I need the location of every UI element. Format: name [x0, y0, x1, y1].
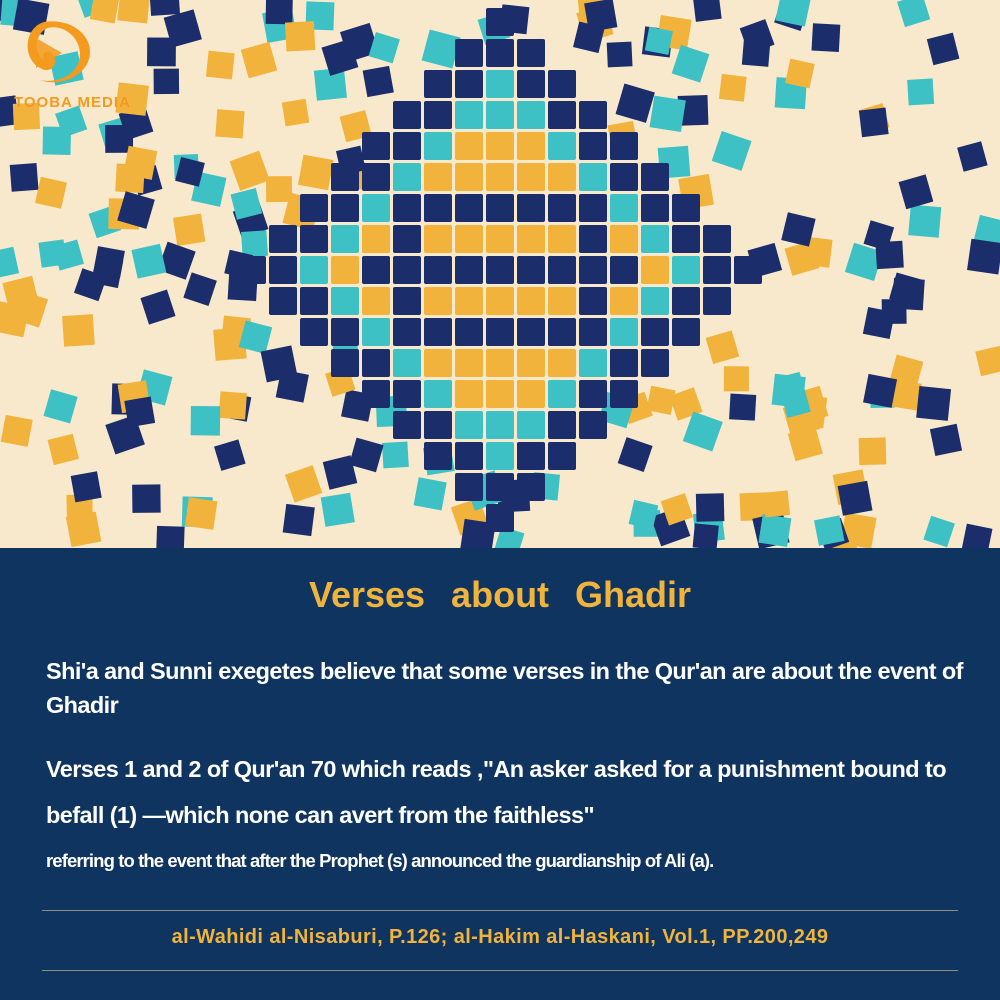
mosaic-tile [863, 374, 897, 408]
emblem-tile [517, 225, 545, 253]
page-title: Verses about Ghadir [308, 574, 692, 615]
mosaic-tile [282, 99, 310, 127]
emblem-tile [610, 163, 638, 191]
emblem-tile [486, 504, 514, 532]
emblem-tile [300, 287, 328, 315]
emblem-tile [424, 380, 452, 408]
mosaic-tile [154, 69, 180, 95]
emblem-tile [610, 194, 638, 222]
emblem-tile [393, 349, 421, 377]
emblem-tile [424, 442, 452, 470]
mosaic-tile [241, 42, 277, 78]
mosaic-tile [672, 45, 710, 83]
emblem-tile [517, 256, 545, 284]
mosaic-tile [266, 0, 293, 24]
emblem-tile [548, 442, 576, 470]
emblem-tile [393, 194, 421, 222]
emblem-tile [424, 132, 452, 160]
emblem-tile [331, 256, 359, 284]
mosaic-tile [219, 391, 247, 419]
mosaic-tile [285, 465, 322, 502]
paragraph-verses: Verses 1 and 2 of Qur'an 70 which reads ,"An asker asked for a punishment bound to befall (1) —which none can avert from the faithless" [46, 756, 946, 828]
mosaic-tile [742, 38, 771, 67]
mosaic-tile [696, 493, 725, 522]
mosaic-tile [43, 389, 77, 423]
mosaic-tile [132, 484, 161, 513]
emblem-tile [641, 318, 669, 346]
mosaic-tile [0, 247, 19, 279]
mosaic-tile [916, 386, 951, 421]
emblem-tile [672, 256, 700, 284]
mosaic-tile [173, 214, 205, 246]
emblem-tile [548, 256, 576, 284]
emblem-tile [703, 256, 731, 284]
mosaic-tile [131, 244, 166, 279]
brand-logo [14, 18, 144, 118]
emblem-tile [486, 349, 514, 377]
mosaic-tile [422, 29, 461, 68]
emblem-tile [424, 225, 452, 253]
emblem-tile [300, 318, 328, 346]
mosaic-tile [975, 346, 1000, 376]
emblem-tile [579, 132, 607, 160]
emblem-tile [393, 318, 421, 346]
emblem-tile [517, 163, 545, 191]
emblem-tile [362, 194, 390, 222]
emblem-tile [455, 194, 483, 222]
emblem-tile [424, 411, 452, 439]
emblem-tile [486, 473, 514, 501]
mosaic-tile [191, 406, 221, 436]
emblem-tile [424, 194, 452, 222]
emblem-tile [734, 256, 762, 284]
emblem-tile [362, 349, 390, 377]
text-panel [0, 548, 1000, 1000]
emblem-tile [548, 132, 576, 160]
mosaic-tile [907, 78, 934, 105]
emblem-tile [517, 70, 545, 98]
emblem-tile [517, 39, 545, 67]
emblem-tile [269, 287, 297, 315]
emblem-tile [641, 256, 669, 284]
emblem-tile [362, 287, 390, 315]
mosaic-tile [763, 490, 790, 517]
emblem-tile [455, 287, 483, 315]
emblem-tile [300, 194, 328, 222]
emblem-tile [455, 132, 483, 160]
mosaic-tile [859, 437, 887, 465]
emblem-tile [548, 101, 576, 129]
mosaic-tile [812, 23, 841, 52]
emblem-tile [579, 349, 607, 377]
emblem-tile [393, 101, 421, 129]
mosaic-tile [266, 176, 292, 202]
emblem-tile [517, 101, 545, 129]
mosaic-tile [618, 437, 653, 472]
emblem-tile [331, 163, 359, 191]
emblem-tile [610, 256, 638, 284]
emblem-tile [548, 225, 576, 253]
emblem-tile [486, 70, 514, 98]
emblem-tile [486, 256, 514, 284]
emblem-tile [424, 163, 452, 191]
mosaic-tile [71, 471, 102, 502]
emblem-tile [486, 39, 514, 67]
emblem-tile [486, 132, 514, 160]
emblem-tile [703, 287, 731, 315]
mosaic-tile [814, 515, 844, 545]
emblem-tile [362, 225, 390, 253]
emblem-tile [517, 194, 545, 222]
emblem-tile [486, 411, 514, 439]
mosaic-tile [967, 239, 1000, 275]
mosaic-tile [183, 272, 217, 306]
emblem-tile [331, 225, 359, 253]
mosaic-tile [607, 42, 633, 68]
emblem-tile [486, 225, 514, 253]
emblem-tile [486, 318, 514, 346]
emblem-tile [703, 225, 731, 253]
emblem-tile [238, 256, 266, 284]
emblem-tile [486, 8, 514, 36]
mosaic-tile [149, 0, 180, 16]
emblem-tile [579, 287, 607, 315]
mosaic-tile [363, 66, 394, 97]
emblem-tile [641, 225, 669, 253]
emblem-tile [455, 70, 483, 98]
mosaic-tile [215, 109, 244, 138]
mosaic-tile [706, 330, 740, 364]
tooba-swirl-logo-icon [14, 18, 94, 88]
mosaic-tile [892, 278, 925, 311]
mosaic-tile [899, 174, 934, 209]
mosaic-tile [66, 512, 102, 548]
emblem-tile [300, 256, 328, 284]
mosaic-tile [729, 393, 756, 420]
mosaic-tile [693, 0, 722, 22]
emblem-tile [517, 380, 545, 408]
emblem-tile [455, 318, 483, 346]
emblem-tile [455, 442, 483, 470]
mosaic-tile [10, 163, 39, 192]
emblem-tile [393, 411, 421, 439]
emblem-tile [641, 287, 669, 315]
mosaic-tile [785, 59, 815, 89]
mosaic-tile [62, 314, 95, 347]
mosaic-tile [349, 438, 384, 473]
emblem-tile [517, 473, 545, 501]
mosaic-tile [285, 21, 315, 51]
mosaic-tile [724, 366, 749, 391]
emblem-tile [486, 101, 514, 129]
emblem-tile [517, 132, 545, 160]
mosaic-tile [156, 526, 184, 548]
emblem-tile [455, 349, 483, 377]
emblem-tile [486, 194, 514, 222]
emblem-tile [424, 101, 452, 129]
emblem-tile [672, 287, 700, 315]
mosaic-tile [241, 230, 268, 257]
emblem-tile [300, 225, 328, 253]
emblem-tile [548, 380, 576, 408]
emblem-tile [393, 163, 421, 191]
emblem-tile [517, 442, 545, 470]
mosaic-tile [930, 424, 962, 456]
emblem-tile [672, 194, 700, 222]
emblem-tile [455, 380, 483, 408]
mosaic-tile [185, 497, 218, 530]
emblem-tile [579, 101, 607, 129]
emblem-tile [610, 287, 638, 315]
emblem-tile [548, 287, 576, 315]
emblem-tile [424, 70, 452, 98]
mosaic-tile [298, 155, 334, 191]
mosaic-tile [35, 177, 67, 209]
mosaic-tile [923, 516, 955, 548]
emblem-tile [424, 349, 452, 377]
emblem-tile [548, 318, 576, 346]
emblem-tile [455, 256, 483, 284]
mosaic-tile [230, 151, 270, 191]
mosaic-tile [283, 504, 315, 536]
emblem-tile [517, 349, 545, 377]
emblem-tile [362, 380, 390, 408]
mosaic-tile [124, 397, 155, 428]
emblem-tile [486, 442, 514, 470]
mosaic-tile [214, 439, 246, 471]
emblem-tile [548, 194, 576, 222]
emblem-tile [269, 256, 297, 284]
emblem-tile [455, 473, 483, 501]
mosaic-tile [683, 411, 723, 451]
emblem-tile [517, 318, 545, 346]
emblem-tile [362, 163, 390, 191]
emblem-tile [610, 349, 638, 377]
mosaic-tile [693, 523, 719, 548]
emblem-tile [393, 287, 421, 315]
mosaic-tile [123, 146, 157, 180]
emblem-tile [548, 349, 576, 377]
emblem-tile [331, 194, 359, 222]
emblem-tile [641, 349, 669, 377]
emblem-tile [579, 256, 607, 284]
mosaic-tile [927, 33, 960, 66]
emblem-tile [393, 132, 421, 160]
emblem-tile [610, 225, 638, 253]
mosaic-tile [897, 0, 930, 27]
emblem-tile [579, 411, 607, 439]
emblem-tile [579, 163, 607, 191]
emblem-tile [486, 287, 514, 315]
mosaic-tile [758, 514, 791, 547]
emblem-tile [641, 163, 669, 191]
emblem-tile [610, 318, 638, 346]
emblem-tile [362, 132, 390, 160]
emblem-tile [672, 225, 700, 253]
mosaic-tile [321, 493, 355, 527]
emblem-tile [486, 380, 514, 408]
divider-top [42, 910, 958, 911]
mosaic-tile [1, 415, 33, 447]
mosaic-tile [206, 51, 235, 80]
emblem-tile [579, 318, 607, 346]
emblem-tile [455, 39, 483, 67]
paragraph-exegetes: Shi'a and Sunni exegetes believe that some verses in the Qur'an are about the event of Ghadir [46, 658, 963, 718]
emblem-tile [672, 318, 700, 346]
mosaic-tile [616, 84, 655, 123]
emblem-tile [331, 287, 359, 315]
emblem-tile [548, 163, 576, 191]
mosaic-tile [962, 524, 993, 548]
emblem-tile [331, 318, 359, 346]
emblem-tile [579, 380, 607, 408]
emblem-tile [362, 256, 390, 284]
mosaic-tile [276, 369, 309, 402]
source-citation: al-Wahidi al-Nisaburi, P.126; al-Hakim al-Haskani, Vol.1, PP.200,249 [171, 926, 829, 948]
mosaic-tile [719, 74, 747, 102]
emblem-tile [331, 349, 359, 377]
emblem-tile [548, 411, 576, 439]
emblem-tile [517, 411, 545, 439]
emblem-tile [424, 318, 452, 346]
mosaic-tile [859, 107, 889, 137]
mosaic-tile [908, 205, 941, 238]
mosaic-tile [712, 131, 752, 171]
emblem-tile [393, 225, 421, 253]
emblem-tile [455, 411, 483, 439]
mosaic-tile [838, 481, 873, 516]
mosaic-tile [48, 434, 79, 465]
emblem-tile [269, 225, 297, 253]
emblem-tile [579, 225, 607, 253]
divider-bottom [42, 970, 958, 971]
mosaic-tile [382, 442, 409, 469]
emblem-tile [517, 287, 545, 315]
mosaic-tile [875, 241, 903, 269]
emblem-tile [393, 256, 421, 284]
brand-name: TOOBA MEDIA [14, 94, 131, 111]
mosaic-tile [0, 301, 30, 337]
emblem-tile [424, 287, 452, 315]
emblem-tile [455, 101, 483, 129]
emblem-tile [579, 194, 607, 222]
paragraph-referring: referring to the event that after the Prophet (s) announced the guardianship of Ali (a). [46, 850, 714, 871]
mosaic-tile [140, 290, 175, 325]
emblem-tile [455, 225, 483, 253]
emblem-tile [424, 256, 452, 284]
mosaic-tile [645, 27, 673, 55]
emblem-tile [641, 194, 669, 222]
mosaic-tile [957, 141, 988, 172]
emblem-tile [455, 163, 483, 191]
emblem-tile [548, 70, 576, 98]
emblem-tile [486, 163, 514, 191]
emblem-tile [362, 318, 390, 346]
mosaic-tile [414, 477, 447, 510]
emblem-tile [610, 380, 638, 408]
emblem-tile [393, 380, 421, 408]
emblem-tile [610, 132, 638, 160]
mosaic-tile [649, 96, 685, 132]
